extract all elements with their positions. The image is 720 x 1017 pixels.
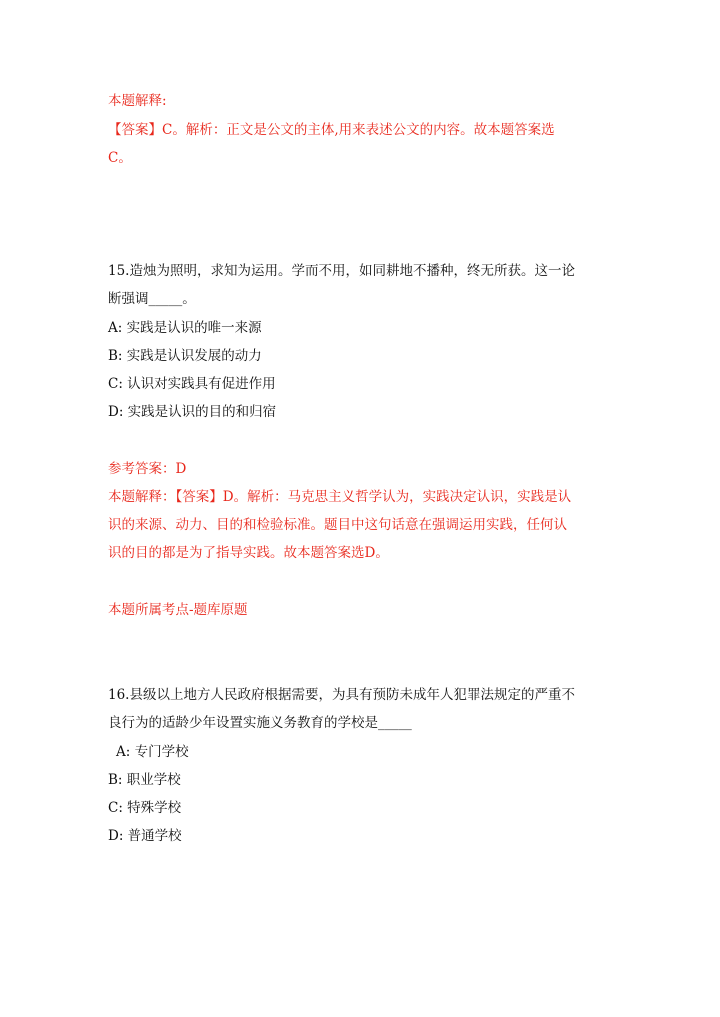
q15-stem-line-2: 断强调_____。 — [108, 291, 196, 307]
q15-explanation-line-3: 识的目的都是为了指导实践。故本题答案选D。 — [108, 545, 389, 561]
q16-option-b: B: 职业学校 — [108, 772, 181, 788]
q15-explanation-line-1: 本题解释：【答案】D。解析：马克思主义哲学认为，实践决定认识，实践是认 — [108, 489, 572, 505]
prev-explanation-line-2: C。 — [108, 150, 132, 166]
q16-stem-line-1: 16.县级以上地方人民政府根据需要，为具有预防未成年人犯罪法规定的严重不 — [108, 687, 575, 703]
q15-option-c: C: 认识对实践具有促进作用 — [108, 376, 276, 392]
q16-stem-line-2: 良行为的适龄少年设置实施义务教育的学校是_____ — [108, 715, 412, 731]
q16-option-d: D: 普通学校 — [108, 828, 182, 844]
prev-explanation-label: 本题解释: — [108, 93, 167, 109]
q15-explanation-line-2: 识的来源、动力、目的和检验标准。题目中这句话意在强调运用实践，任何认 — [108, 517, 567, 533]
q16-option-c: C: 特殊学校 — [108, 800, 182, 816]
q15-option-d: D: 实践是认识的目的和归宿 — [108, 404, 277, 420]
q15-stem-line-1: 15.造烛为照明，求知为运用。学而不用，如同耕地不播种，终无所获。这一论 — [108, 263, 575, 279]
q15-option-a: A: 实践是认识的唯一来源 — [108, 320, 262, 336]
q15-category: 本题所属考点-题库原题 — [108, 602, 248, 618]
q16-option-a: A: 专门学校 — [116, 744, 189, 760]
q15-answer: 参考答案：D — [108, 461, 187, 477]
q15-option-b: B: 实践是认识发展的动力 — [108, 348, 262, 364]
prev-explanation-line-1: 【答案】C。解析：正文是公文的主体,用来表述公文的内容。故本题答案选 — [108, 122, 555, 138]
